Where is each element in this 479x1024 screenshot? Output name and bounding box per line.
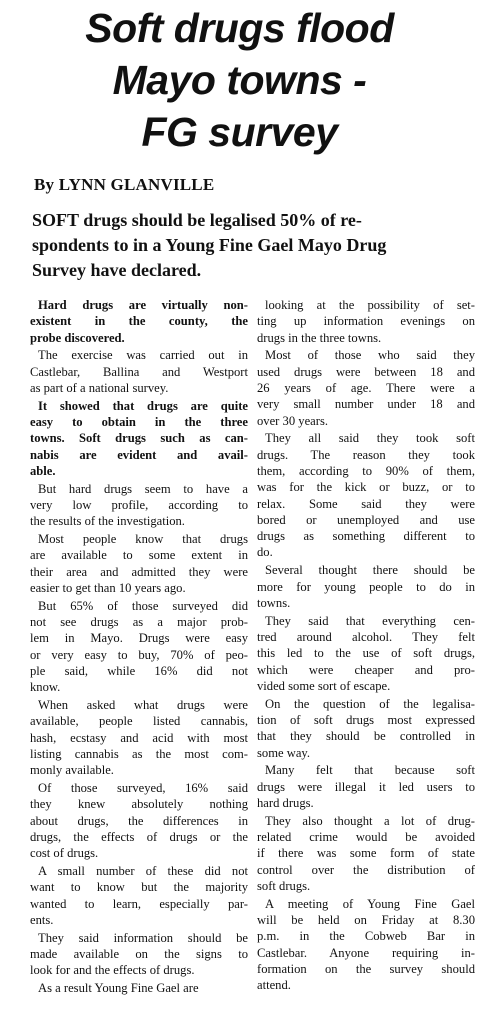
text-line: tion of soft drugs most expressed: [257, 712, 475, 727]
left-column-paragraph: [30, 531, 248, 596]
text-line: that they should be controlled in: [257, 729, 475, 744]
headline: [0, 2, 479, 158]
text-line: The exercise was carried out in: [38, 348, 248, 363]
text-line: not see drugs as a major prob-: [30, 615, 248, 630]
left-column-paragraph: [30, 930, 248, 979]
text-line: relax. Some said they were: [257, 496, 475, 511]
left-column-paragraph: [30, 780, 248, 861]
text-line: A meeting of Young Fine Gael: [265, 896, 475, 911]
text-line: drugs. The reason they took: [257, 447, 475, 462]
text-line: look for and the effects of drugs.: [30, 963, 195, 978]
text-line: vided some sort of escape.: [257, 678, 391, 693]
text-line: related crime would be avoided: [257, 830, 475, 844]
text-line: available, people listed cannabis,: [30, 714, 248, 729]
text-line: They also thought a lot of drug-: [265, 813, 475, 828]
text-line: them, according to 90% of them,: [257, 463, 475, 478]
text-line: drugs, the effects of drugs or the: [30, 830, 248, 844]
text-line: about drugs, the differences in: [30, 813, 248, 828]
text-line: soft drugs.: [257, 878, 311, 893]
text-line: towns. Soft drugs such as can-: [30, 431, 248, 446]
text-line: p.m. in the Cobweb Bar in: [257, 929, 475, 944]
left-column-paragraph: [30, 863, 248, 928]
text-line: Most people know that drugs: [38, 532, 248, 547]
text-line: made available on the signs to: [30, 947, 248, 962]
left-column-paragraph: [30, 697, 248, 778]
text-line: They all said they took soft: [265, 431, 475, 446]
text-line: Many felt that because soft: [265, 763, 475, 778]
left-column-paragraph: [30, 980, 248, 996]
text-line: Of those surveyed, 16% said: [38, 781, 248, 796]
text-line: will be held on Friday at 8.30: [257, 912, 475, 927]
left-column-paragraph: [30, 347, 248, 396]
text-line: Castlebar. Anyone requiring in-: [257, 945, 475, 960]
text-line: When asked what drugs were: [38, 698, 248, 713]
text-line: some way.: [257, 745, 311, 760]
left-column-paragraph: [30, 297, 248, 346]
text-line: very small number under 18 and: [257, 397, 475, 412]
headline-line-3: FG survey: [141, 109, 338, 155]
right-column-paragraph: [257, 297, 475, 346]
text-line: As a result Young Fine Gael are: [38, 981, 199, 996]
standfirst-line-3: Survey have declared.: [32, 260, 202, 280]
left-column-paragraph: [30, 398, 248, 479]
right-column-paragraph: [257, 696, 475, 761]
text-line: looking at the possibility of set-: [265, 298, 475, 312]
text-line: formation on the survey should: [257, 961, 475, 976]
left-column-paragraph: [30, 481, 248, 530]
text-line: or very easy to buy, 70% of peo-: [30, 647, 248, 662]
text-line: lem in Mayo. Drugs were easy: [30, 631, 248, 646]
text-line: But 65% of those surveyed did: [38, 598, 248, 613]
text-line: control over the distribution of: [257, 862, 475, 877]
text-line: easy to obtain in the three: [30, 415, 248, 430]
text-line: But hard drugs seem to have a: [38, 481, 248, 496]
text-line: probe discovered.: [30, 330, 125, 345]
text-line: are available to some extent in: [30, 548, 248, 563]
text-line: the results of the investigation.: [30, 514, 185, 529]
text-line: wanted to learn, especially par-: [30, 896, 248, 911]
text-line: A small number of these did not: [38, 864, 248, 879]
right-column-paragraph: [257, 613, 475, 694]
text-line: want to know but the majority: [30, 880, 248, 895]
standfirst: [32, 208, 462, 283]
text-line: They said information should be: [38, 930, 248, 945]
text-line: nabis are evident and avail-: [30, 447, 248, 462]
text-line: their area and admitted they were: [30, 564, 248, 579]
text-line: they knew absolutely nothing: [30, 797, 248, 812]
right-column: [257, 297, 475, 995]
text-line: ting up information evenings on: [257, 314, 475, 329]
text-line: this led to the use of soft drugs,: [257, 646, 475, 661]
text-line: very low profile, according to: [30, 498, 248, 513]
text-line: know.: [30, 680, 61, 695]
right-column-paragraph: [257, 896, 475, 994]
text-line: used drugs were between 18 and: [257, 364, 475, 379]
text-line: more for young people to do in: [257, 579, 475, 594]
text-line: hash, ecstasy and acid with most: [30, 730, 248, 745]
text-line: Several thought there should be: [265, 563, 475, 578]
headline-line-1: Soft drugs flood: [85, 5, 394, 51]
text-line: easier to get than 10 years ago.: [30, 581, 186, 596]
text-line: attend.: [257, 978, 291, 993]
text-line: was for the kick or buzz, or to: [257, 480, 475, 495]
text-line: listing cannabis as the most com-: [30, 747, 248, 762]
text-line: Most of those who said they: [265, 348, 475, 363]
text-line: drugs in the three towns.: [257, 330, 382, 345]
standfirst-line-1: SOFT drugs should be legalised 50% of re-: [32, 210, 362, 230]
text-line: if there was some form of state: [257, 846, 475, 861]
text-line: cost of drugs.: [30, 846, 99, 861]
byline: By LYNN GLANVILLE: [34, 175, 215, 194]
text-line: drugs were illegal it led users to: [257, 779, 475, 794]
text-line: drugs as something different to: [257, 529, 475, 544]
text-line: ple said, while 16% did not: [30, 664, 248, 679]
text-line: towns.: [257, 595, 291, 610]
right-column-paragraph: [257, 813, 475, 894]
text-line: Hard drugs are virtually non-: [38, 298, 248, 312]
text-line: able.: [30, 463, 56, 478]
standfirst-line-2: spondents to in a Young Fine Gael Mayo Drug: [32, 235, 387, 255]
text-line: as part of a national survey.: [30, 380, 169, 395]
text-line: which were cheaper and pro-: [257, 662, 475, 677]
left-column: [30, 297, 248, 998]
text-line: existent in the county, the: [30, 314, 248, 329]
text-line: On the question of the legalisa-: [265, 696, 475, 711]
text-line: over 30 years.: [257, 413, 328, 428]
left-column-paragraph: [30, 598, 248, 696]
text-line: 26 years of age. There were a: [257, 380, 475, 395]
text-line: ents.: [30, 912, 54, 927]
right-column-paragraph: [257, 430, 475, 560]
text-line: bored or unemployed and use: [257, 512, 475, 527]
right-column-paragraph: [257, 347, 475, 428]
text-line: do.: [257, 545, 273, 560]
text-line: Castlebar, Ballina and Westport: [30, 364, 248, 379]
text-line: They said that everything cen-: [265, 613, 475, 628]
text-line: monly available.: [30, 763, 114, 778]
text-line: It showed that drugs are quite: [38, 398, 248, 413]
right-column-paragraph: [257, 762, 475, 811]
headline-line-2: Mayo towns -: [112, 57, 367, 103]
text-line: tred around alcohol. They felt: [257, 629, 475, 644]
text-line: hard drugs.: [257, 795, 314, 810]
right-column-paragraph: [257, 562, 475, 611]
